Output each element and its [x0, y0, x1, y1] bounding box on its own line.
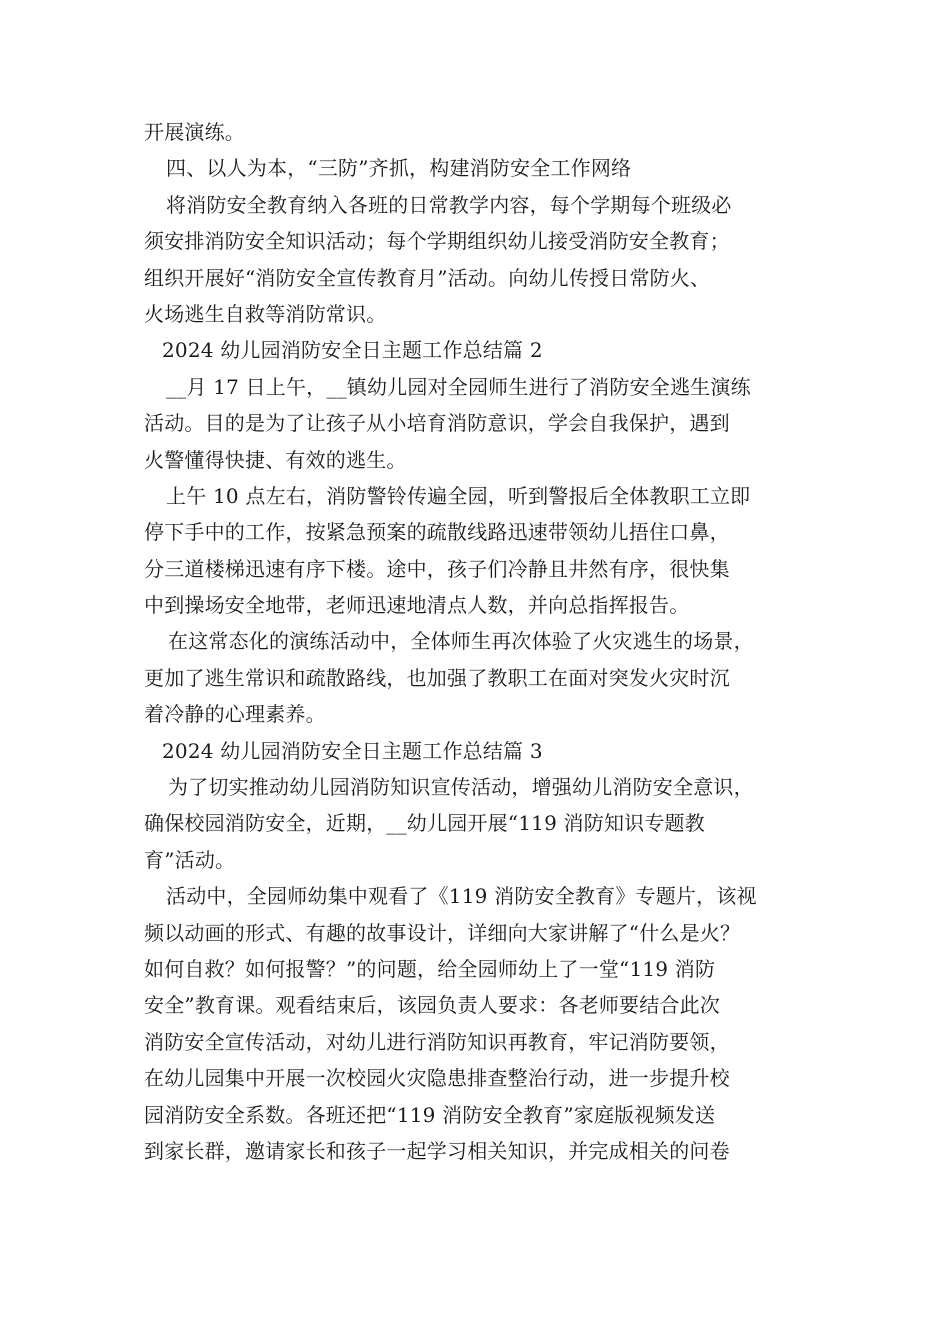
paragraph-line: 火警懂得快捷、有效的逃生。 — [144, 447, 407, 472]
paragraph-line: 在这常态化的演练活动中，全体师生再次体验了火灾逃生的场景， — [168, 629, 754, 654]
paragraph-line: 更加了逃生常识和疏散路线，也加强了教职工在面对突发火灾时沉 — [144, 665, 730, 690]
paragraph-line: 活动中，全园师幼集中观看了《119 消防安全教育》专题片，该视 — [166, 884, 757, 909]
paragraph-line: 消防安全宣传活动，对幼儿进行消防知识再教育，牢记消防要领， — [144, 1029, 730, 1054]
paragraph-line: 确保校园消防安全，近期，__幼儿园开展“119 消防知识专题教 — [144, 811, 705, 836]
paragraph-line: 在幼儿园集中开展一次校园火灾隐患排查整治行动，进一步提升校 — [144, 1066, 730, 1091]
paragraph-line: 频以动画的形式、有趣的故事设计，详细向大家讲解了“什么是火？ — [144, 920, 741, 945]
paragraph-line: 开展演练。 — [144, 120, 245, 144]
paragraph-line: 停下手中的工作，按紧急预案的疏散线路迅速带领幼儿捂住口鼻， — [144, 520, 730, 545]
paragraph-line: __月 17 日上午，__镇幼儿园对全园师生进行了消防安全逃生演练 — [166, 374, 751, 399]
paragraph-line: 火场逃生自救等消防常识。 — [144, 301, 387, 326]
document-body — [144, 114, 816, 1169]
paragraph-line: 育”活动。 — [144, 847, 236, 872]
paragraph-line: 须安排消防安全知识活动；每个学期组织幼儿接受消防安全教育； — [144, 229, 730, 254]
paragraph-line: 安全”教育课。观看结束后，该园负责人要求：各老师要结合此次 — [144, 993, 721, 1018]
paragraph-line: 将消防安全教育纳入各班的日常教学内容，每个学期每个班级必 — [166, 192, 732, 217]
paragraph-line: 中到操场安全地带，老师迅速地清点人数，并向总指挥报告。 — [144, 593, 690, 618]
paragraph-line: 着冷静的心理素养。 — [144, 702, 326, 727]
paragraph-line: 如何自救？如何报警？”的问题，给全园师幼上了一堂“119 消防 — [144, 956, 716, 981]
section-heading: 四、以人为本，“三防”齐抓，构建消防安全工作网络 — [166, 156, 632, 181]
paragraph-line: 分三道楼梯迅速有序下楼。途中，孩子们冷静且井然有序，很快集 — [144, 556, 730, 581]
article-heading-2: 2024 幼儿园消防安全日主题工作总结篇 2 — [162, 338, 543, 363]
paragraph-line: 园消防安全系数。各班还把“119 消防安全教育”家庭版视频发送 — [144, 1102, 716, 1127]
paragraph-line: 组织开展好“消防安全宣传教育月”活动。向幼儿传授日常防火、 — [144, 265, 711, 290]
paragraph-line: 活动。目的是为了让孩子从小培育消防意识，学会自我保护，遇到 — [144, 411, 730, 436]
paragraph-line: 为了切实推动幼儿园消防知识宣传活动，增强幼儿消防安全意识， — [168, 775, 754, 800]
paragraph-line: 到家长群，邀请家长和孩子一起学习相关知识，并完成相关的问卷 — [144, 1138, 730, 1163]
paragraph-line: 上午 10 点左右，消防警铃传遍全园，听到警报后全体教职工立即 — [166, 483, 751, 508]
article-heading-3: 2024 幼儿园消防安全日主题工作总结篇 3 — [162, 738, 543, 763]
